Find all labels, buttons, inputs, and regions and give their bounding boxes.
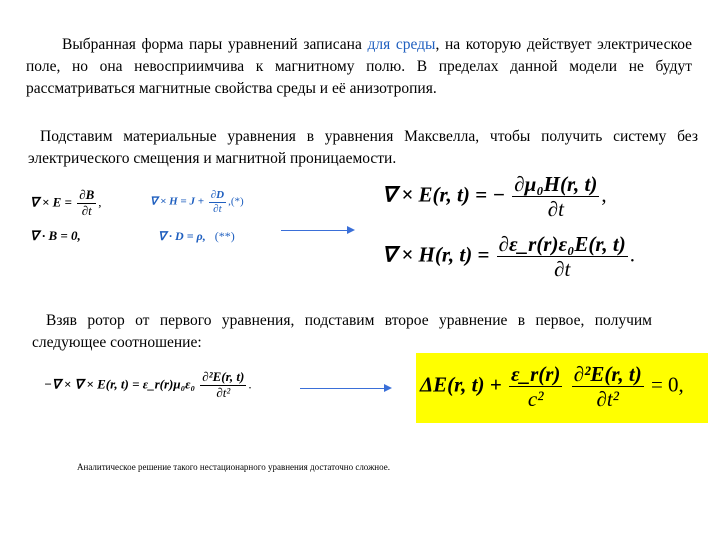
eq-div-d: ∇ · D = ρ, (**) bbox=[158, 229, 235, 243]
eq-maxwell-2: ∇ × H(r, t) = $\frac{\text{∂ε\_r(r)ε₀E(r, t)}}{\partial t}$ . bbox=[382, 232, 636, 282]
arrow-2 bbox=[300, 388, 390, 389]
p1-text-a: Выбранная форма пары уравнений записана bbox=[62, 36, 362, 53]
tag-double-star: (**) bbox=[214, 229, 235, 243]
eq-curl-e: ∇ × E = $\frac{\partial B}{\partial t}$ , bbox=[30, 187, 102, 218]
p2-text: Подставим материальные уравнения в уравнения Максвелла, чтобы получить систему без электрического смещения и магнитной проницаемости. bbox=[28, 128, 698, 167]
p1-text-b: , на которую действует электрическое поле, но она невосприимчива к магнитному полю. В пределах данной модели не будут рассматриваться магнитные свойства среды и её анизотропия. bbox=[26, 36, 693, 97]
tag-star: ,(*) bbox=[228, 195, 244, 208]
eq-curl-h: ∇ × H = J + $\frac{\partial D}{\partial t}$ ,(*) bbox=[150, 189, 244, 215]
eq-maxwell-1: ∇ × E(r, t) = − $\frac{\text{∂μ₀H(r, t)}}{\partial t}$ , bbox=[382, 172, 607, 222]
footnote: Аналитическое решение такого нестационарного уравнения достаточно сложное. bbox=[77, 462, 390, 472]
paragraph-3 bbox=[32, 310, 652, 354]
eq-div-b: ∇ · B = 0, bbox=[30, 228, 81, 243]
paragraph-2 bbox=[28, 126, 698, 170]
paragraph-1 bbox=[26, 34, 692, 100]
eq-wave-final: ΔE(r, t) + $\frac{\varepsilon\_r(r)}{\text{c²}}$ $\frac{\text{∂²E(r, t)}}{\text{∂t²}}$ = 0, bbox=[420, 362, 684, 412]
p3-text: Взяв ротор от первого уравнения, подставим второе уравнение в первое, получим следующее соотношение: bbox=[32, 312, 652, 351]
p1-link[interactable]: для среды bbox=[367, 36, 436, 53]
eq-curl-curl: −∇ × ∇ × E(r, t) = ε_r(r)μ₀ε₀ $\frac{\text{∂²E(r, t)}}{\text{∂t²}}$ . bbox=[44, 369, 252, 400]
arrow-1 bbox=[281, 230, 353, 231]
